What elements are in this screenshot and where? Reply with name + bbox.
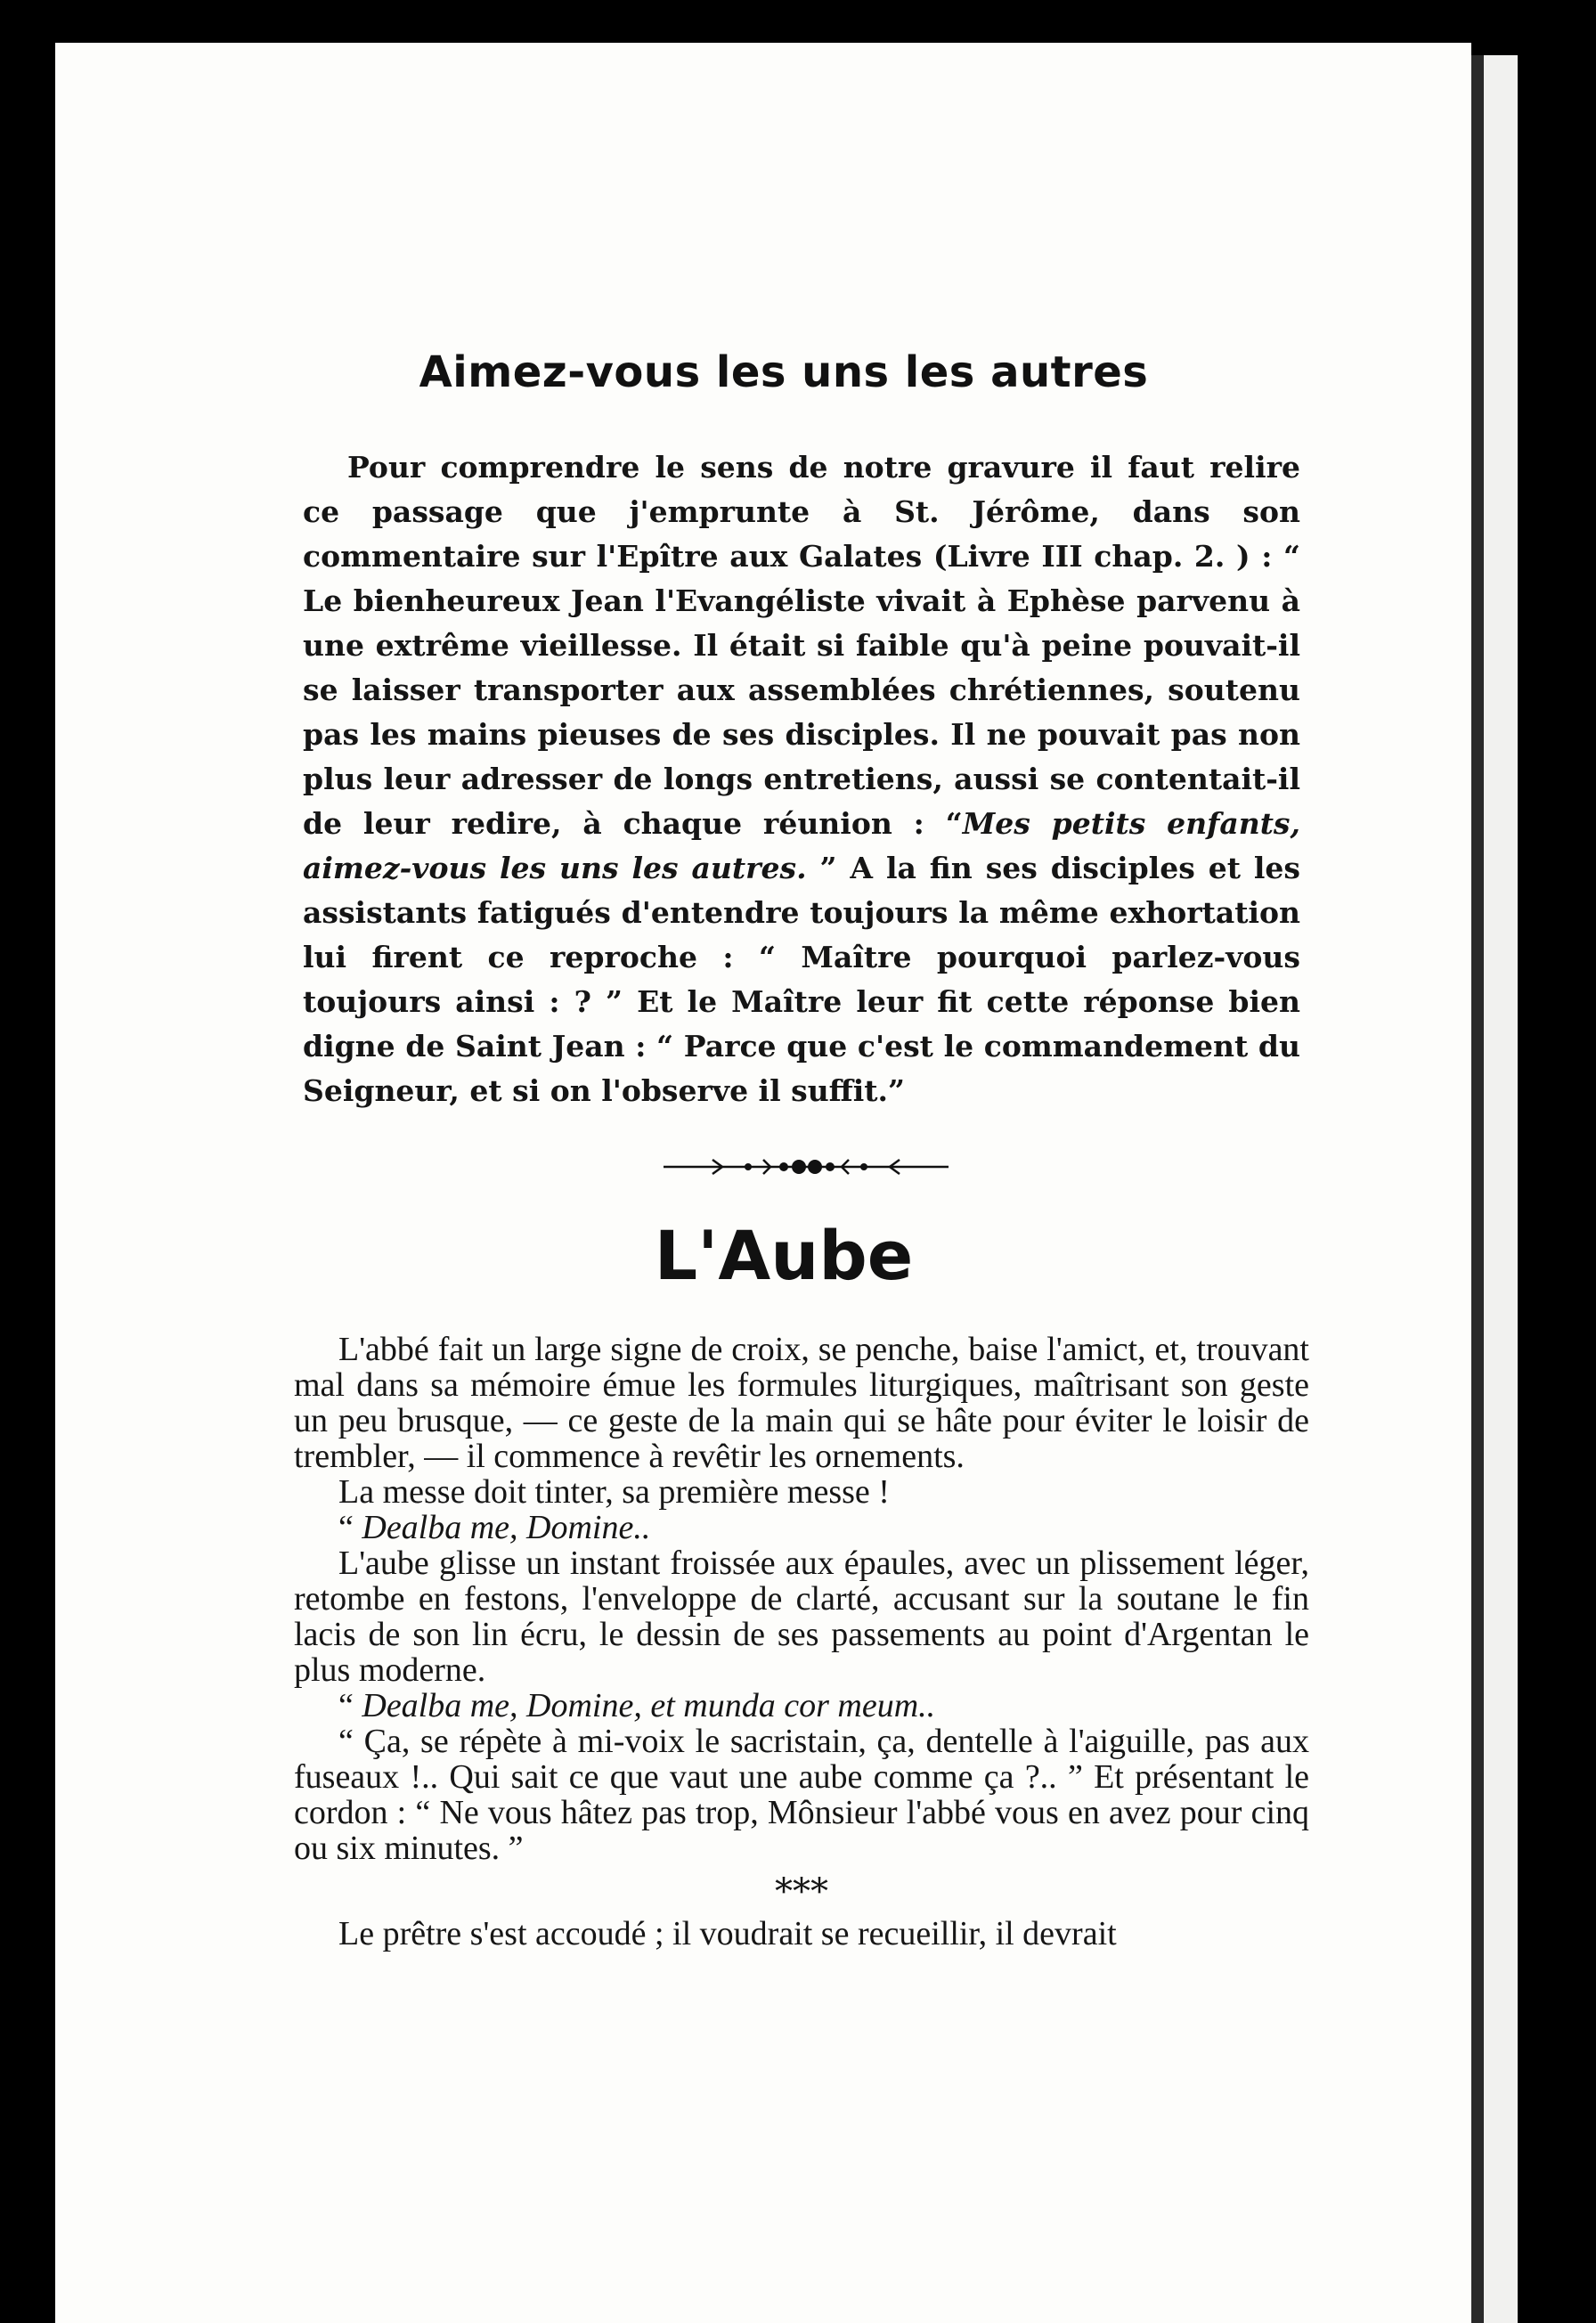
ornament-divider bbox=[664, 1149, 949, 1185]
italic-latin: Dealba me, Domine, et munda cor meum.. bbox=[362, 1687, 936, 1724]
next-page-edge bbox=[1471, 55, 1518, 2323]
article-body-aube bbox=[294, 1332, 1309, 1952]
asterism-separator: *** bbox=[775, 1871, 828, 1912]
italic-latin: Dealba me, Domine.. bbox=[362, 1509, 651, 1546]
paragraph: “ Ça, se répète à mi-voix le sacristain, ça, dentelle à l'aiguille, pas aux fuseaux !.. Qui sait ce que vaut une aube comme ça ?.. ” Et présentant le cordon : “ Ne vous hâtez pas trop, Mônsieur l'abbé vous en avez pour cinq ou six minutes. ” bbox=[294, 1723, 1309, 1867]
text-run: ” A la fin ses disciples et les assistants fatigués d'entendre toujours la même exhortation lui firent ce reproche : “ Maître pourquoi parlez-vous toujours ainsi : ? ” Et le Maître leur fit cette réponse bien digne de Saint Jean : “ Parce que c'est le commandement du Seigneur, et si on l'observe il suffit.” bbox=[303, 851, 1300, 1108]
paragraph bbox=[294, 1688, 1309, 1724]
paragraph bbox=[303, 445, 1300, 1113]
article-title-aube: L'Aube bbox=[654, 1216, 914, 1295]
quote-mark: “ bbox=[338, 1687, 354, 1724]
paragraph: Le prêtre s'est accoudé ; il voudrait se recueillir, il devrait bbox=[338, 1915, 1117, 1952]
text-run: Pour comprendre le sens de notre gravure il faut relire ce passage que j'emprunte à St. Jérôme, dans son commentaire sur l'Epître aux Galates (Livre III chap. 2. ) : “ Le bienheureux Jean l'Evangéliste vivait à Ephèse parvenu à une extrême vieillesse. Il était si faible qu'à peine pouvait-il se laisser transporter aux assemblées chrétiennes, soutenu pas les mains pieuses de ses disciples. Il ne pouvait pas non plus leur adresser de longs entretiens, aussi se contentait-il de leur redire, à chaque réunion : “ bbox=[303, 450, 1300, 841]
article-title-aimez-vous: Aimez-vous les uns les autres bbox=[419, 347, 1149, 397]
quote-mark: “ bbox=[338, 1509, 354, 1546]
italic-quote: Mes petits enfants, aimez-vous les uns les autres. bbox=[303, 806, 1301, 885]
paragraph: La messe doit tinter, sa première messe ! bbox=[338, 1473, 890, 1511]
paragraph: L'abbé fait un large signe de croix, se penche, baise l'amict, et, trouvant mal dans sa mémoire émue les formules liturgiques, maîtrisant son geste un peu brusque, — ce geste de la main qui se hâte pour éviter le loisir de trembler, — il commence à revêtir les ornements. bbox=[294, 1331, 1309, 1475]
paragraph: L'aube glisse un instant froissée aux épaules, avec un plissement léger, retombe en festons, l'enveloppe de clarté, accusant sur la soutane le fin lacis de son lin écru, le dessin de ses passements au point d'Argentan le plus moderne. bbox=[294, 1545, 1309, 1689]
paragraph bbox=[294, 1510, 1309, 1545]
article-body-aimez-vous bbox=[303, 445, 1300, 1113]
